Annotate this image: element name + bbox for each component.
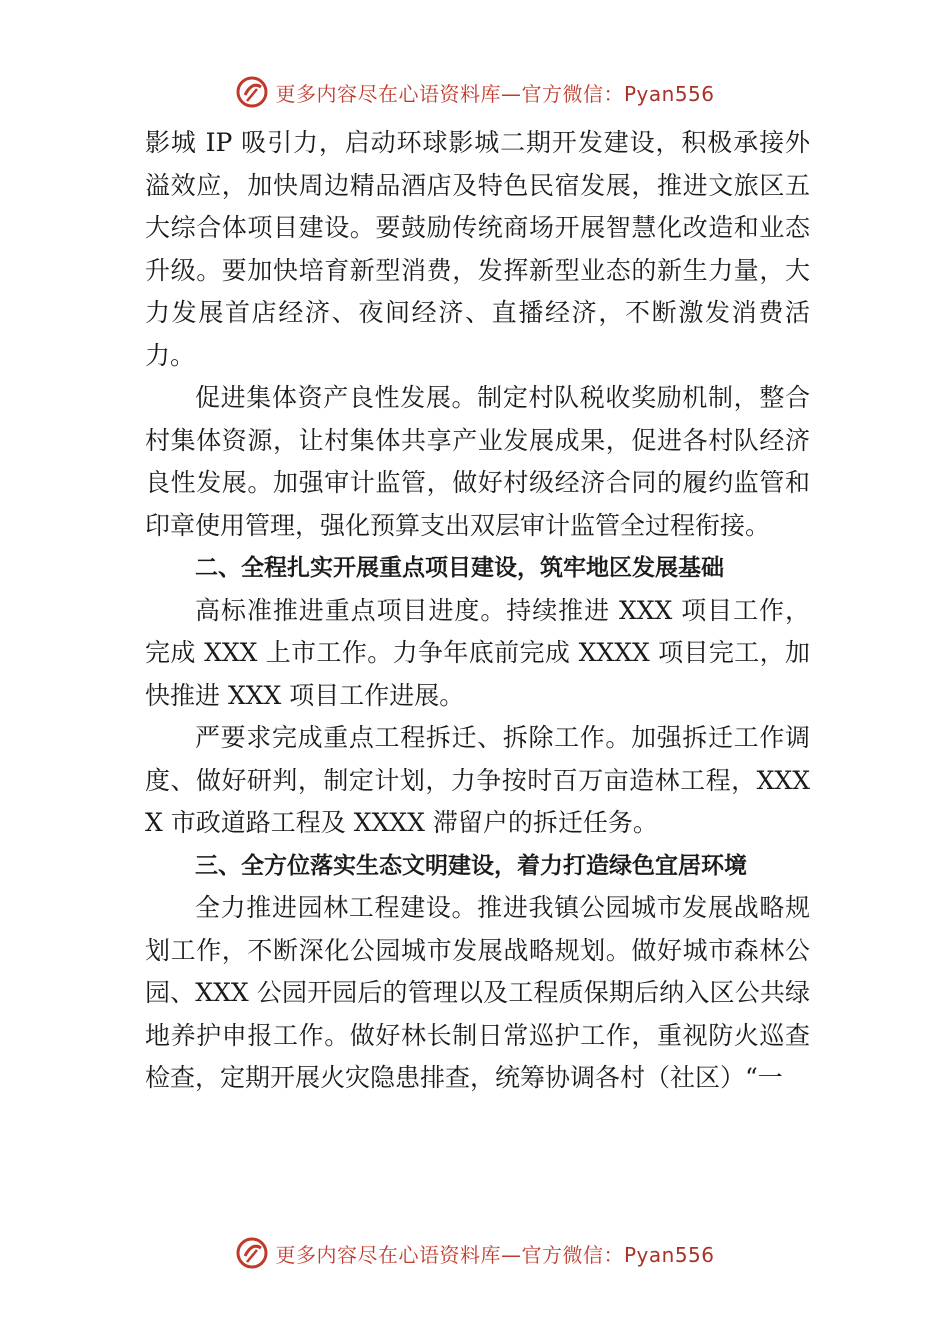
banner-text: 更多内容尽在心语资料库—官方微信：Pyan556 bbox=[275, 81, 715, 106]
paragraph-3: 高标准推进重点项目进度。持续推进 XXX 项目工作，完成 XXX 上市工作。力争年底前完成 XXXX 项目完工，加快推进 XXX 项目工作进展。 bbox=[145, 595, 810, 710]
paragraph-1: 影城 IP 吸引力，启动环球影城二期开发建设，积极承接外溢效应，加快周边精品酒店及特色民宿发展，推进文旅区五大综合体项目建设。要鼓励传统商场开展智慧化改造和业态升级。要加快培育新型消费，发挥新型业态的新生力量，大力发展首店经济、夜间经济、直播经济，不断激发消费活力。 bbox=[145, 128, 810, 370]
footer-banner bbox=[0, 1233, 950, 1273]
brand-logo-icon bbox=[235, 1236, 269, 1270]
paragraph-2: 促进集体资产良性发展。制定村队税收奖励机制，整合村集体资源，让村集体共享产业发展成果，促进各村队经济良性发展。加强审计监管，做好村级经济合同的履约监管和印章使用管理，强化预算支出双层审计监管全过程衔接。 bbox=[145, 383, 810, 540]
document-body bbox=[145, 122, 810, 1100]
heading-section-3: 三、全方位落实生态文明建设，着力打造绿色宜居环境 bbox=[195, 852, 747, 879]
paragraph-4: 严要求完成重点工程拆迁、拆除工作。加强拆迁工作调度、做好研判，制定计划，力争按时百万亩造林工程，XXXX 市政道路工程及 XXXX 滞留户的拆迁任务。 bbox=[145, 723, 810, 837]
banner-handle: Pyan556 bbox=[623, 81, 715, 106]
banner-text: 更多内容尽在心语资料库—官方微信：Pyan556 bbox=[275, 1242, 715, 1267]
banner-handle: Pyan556 bbox=[623, 1242, 715, 1267]
header-banner bbox=[0, 72, 950, 112]
heading-section-2: 二、全程扎实开展重点项目建设，筑牢地区发展基础 bbox=[195, 555, 724, 581]
paragraph-5: 全力推进园林工程建设。推进我镇公园城市发展战略规划工作，不断深化公园城市发展战略规划。做好城市森林公园、XXX 公园开园后的管理以及工程质保期后纳入区公共绿地养护申报工作。做好林长制日常巡护工作，重视防火巡查检查，定期开展火灾隐患排查，统筹协调各村（社区）“一 bbox=[145, 893, 810, 1092]
brand-logo-icon bbox=[235, 75, 269, 109]
